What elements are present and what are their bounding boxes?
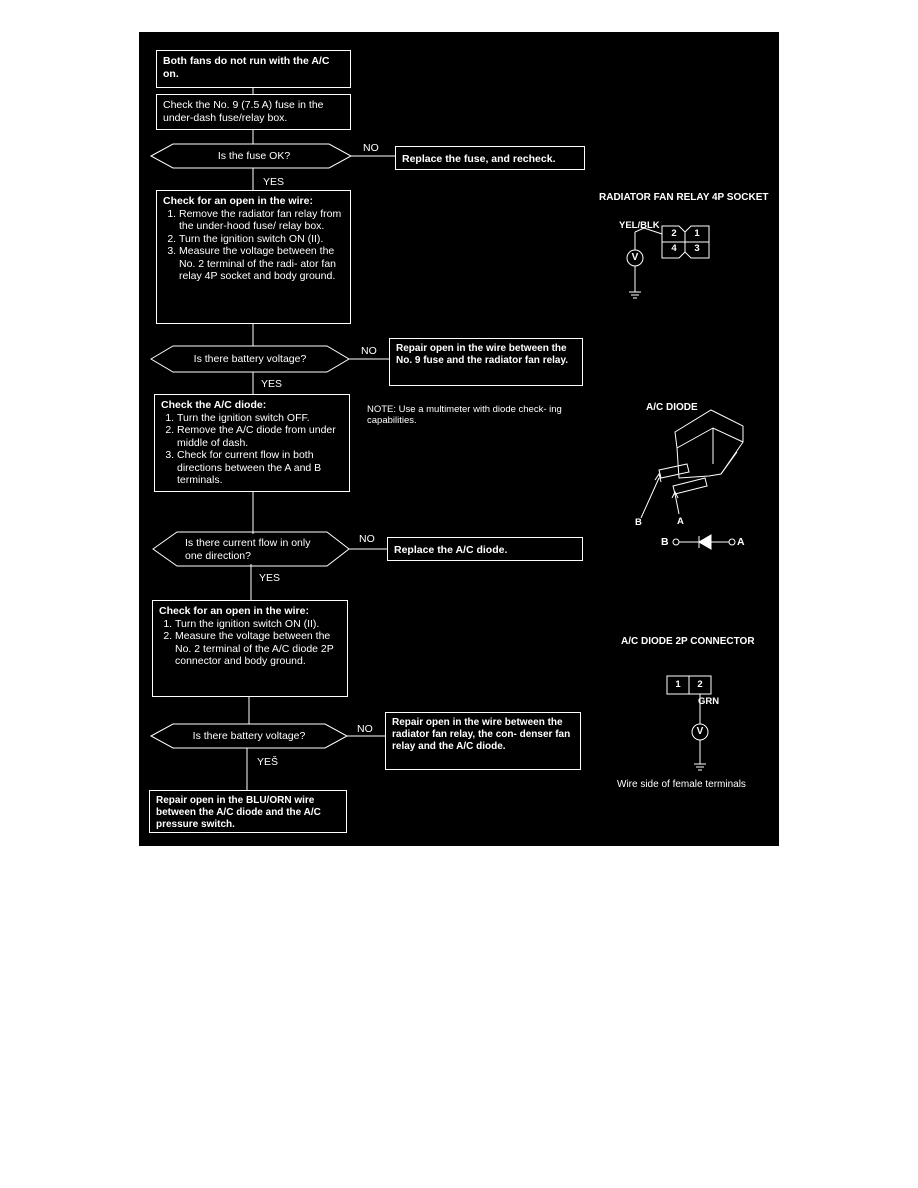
connector-pin: 1 [675,679,681,690]
voltmeter-label: V [696,726,704,737]
replace-diode-box: Replace the A/C diode. [387,537,583,561]
no-label: NO [363,142,379,154]
fuse-question: Is the fuse OK? [217,150,291,162]
diode-symbol-a: A [737,536,745,548]
no-label: NO [359,533,375,545]
check-diode-box [154,394,350,492]
check-wire-box-2 [152,600,348,697]
step-item: 2. Remove the A/C diode from under middle of dash. [177,424,343,449]
relay-pin: 1 [694,228,700,239]
check-wire-box-1 [156,190,351,324]
yes-label: YEŠ [257,756,279,768]
step-item: 2. Measure the voltage between the No. 2 terminal of the A/C diode 2P connector and body ground. [175,630,341,668]
relay-pin: 3 [694,243,700,254]
check-fuse-box: Check the No. 9 (7.5 A) fuse in the under-dash fuse/relay box. [156,94,351,130]
diode-terminal-a: A [677,516,684,527]
voltmeter-label: V [631,252,639,263]
step-item: 2. Turn the ignition switch ON (II). [179,233,344,246]
yes-label: YES [263,176,285,188]
no-label: NO [361,345,377,357]
step-item: 1. Remove the radiator fan relay from the under-hood fuse/ relay box. [179,208,344,233]
repair-wire-box-1: Repair open in the wire between the No. 9 fuse and the radiator fan relay. [389,338,583,386]
relay-wire-label: YEL/BLK [619,220,660,231]
connector-2p-diagram [667,676,711,770]
diagram-panel [139,32,779,846]
yes-label: YES [259,572,281,584]
diode-symbol-b: B [661,536,669,548]
voltage-question-1: Is there battery voltage? [193,353,307,365]
connector-caption: Wire side of female terminals [617,779,746,790]
replace-fuse-box: Replace the fuse, and recheck. [395,146,585,170]
connector-wire-label: GRN [698,696,720,707]
relay-socket-title: RADIATOR FAN RELAY 4P SOCKET [599,192,769,203]
check-wire-title: Check for an open in the wire: [159,605,309,617]
start-box: Both fans do not run with the A/C on. [156,50,351,88]
check-wire-title: Check for an open in the wire: [163,195,313,207]
yes-label: YES [261,378,283,390]
voltage-question-2: Is there battery voltage? [192,730,306,742]
diode-title: A/C DIODE [646,402,698,413]
relay-pin: 2 [671,228,677,239]
current-question: Is there current flow in only one direction? [185,537,311,562]
check-diode-title: Check the A/C diode: [161,399,267,411]
connector-title: A/C DIODE 2P CONNECTOR [621,636,755,647]
step-item: 1. Turn the ignition switch ON (II). [175,618,341,631]
connector-pin: 2 [697,679,703,690]
end-box: Repair open in the BLU/ORN wire between the A/C diode and the A/C pressure switch. [149,790,347,833]
ac-diode-drawing [641,410,743,549]
step-item: 1. Turn the ignition switch OFF. [177,412,343,425]
diode-terminal-b: B [635,517,642,528]
step-item: 3. Measure the voltage between the No. 2 terminal of the radi- ator fan relay 4P socket and body ground. [179,245,344,283]
step-item: 3. Check for current flow in both directions between the A and B terminals. [177,449,343,487]
no-label: NO [357,723,373,735]
repair-wire-box-2: Repair open in the wire between the radiator fan relay, the con- denser fan relay and the A/C diode. [385,712,581,770]
relay-pin: 4 [671,243,677,254]
multimeter-note: NOTE: Use a multimeter with diode check- ing capabilities. [367,404,562,426]
